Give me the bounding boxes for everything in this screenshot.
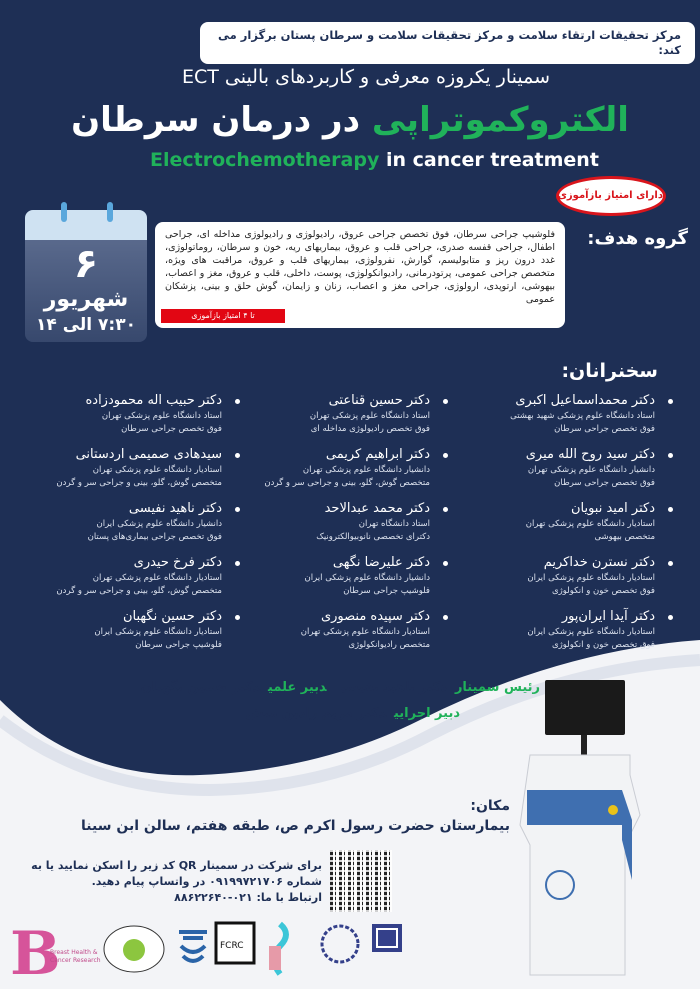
scientific-secretary-label: دبیر علمی [268,680,327,695]
speaker-name: دکتر سید روح الله میری [455,446,655,464]
speaker-detail: استادیار دانشگاه علوم پزشکی تهران [92,465,222,475]
speaker-name: دکتر ناهید نفیسی [22,500,222,518]
speaker-detail: فوق تخصص جراحی سرطان [554,424,655,434]
english-title [150,148,599,172]
speaker-detail: استاد دانشگاه علوم پزشکی تهران [309,411,430,421]
speaker-item [230,554,430,598]
speaker-detail: متخصص رادیوانکولوژی [348,640,430,650]
english-green: Electrochemotherapy [150,149,380,171]
medical-society-logo [102,924,166,974]
speaker-item [230,392,430,436]
sponsor-logos [10,918,410,989]
speaker-detail: استاد دانشگاه علوم پزشکی تهران [101,411,222,421]
ect-device-image [515,680,645,980]
speaker-detail: استاد دانشگاه تهران [358,519,430,529]
speaker-item [22,392,222,436]
svg-text:FCRC: FCRC [220,941,244,951]
organizers-banner: مرکز تحقیقات ارتقاء سلامت و مرکز تحقیقات سلامت و سرطان پستان برگزار می کند: [200,22,695,64]
speaker-detail: استادیار دانشگاه علوم پزشکی ایران [527,573,655,583]
speaker-detail: فوق تخصص رادیولوژی مداخله ای [310,424,430,434]
speaker-item [22,500,222,544]
speaker-item [455,446,655,490]
speaker-item [455,392,655,436]
credit-tag: تا ۴ امتیاز بازآموزی [161,309,285,323]
qr-code[interactable] [330,850,392,912]
speaker-detail: دانشیار دانشگاه علوم پزشکی ایران [304,573,430,583]
speaker-item [22,608,222,652]
speaker-name: دکتر امید نبویان [455,500,655,518]
speaker-detail: فوق تخصص جراحی بیماری‌های پستان [87,532,222,542]
svg-text:Breast Health &: Breast Health & [50,949,98,956]
svg-text:B: B [10,919,61,989]
seminar-title [0,98,700,142]
speaker-detail: دانشیار دانشگاه علوم پزشکی تهران [527,465,655,475]
speaker-name: دکتر فرخ حیدری [22,554,222,572]
speaker-detail: فوق تخصص جراحی سرطان [121,424,222,434]
tums-logo [310,922,360,972]
target-group-box [155,222,565,328]
speaker-name: دکتر ابراهیم کریمی [230,446,430,464]
speaker-name: دکتر آیدا ایران‌پور [455,608,655,626]
venue [81,798,510,834]
speaker-name: دکتر محمد عبدالاحد [230,500,430,518]
calendar-month: شهریور [43,287,129,312]
surgeons-society-logo [175,920,211,978]
speaker-detail: دانشیار دانشگاه علوم پزشکی ایران [96,519,222,529]
speaker-item [230,446,430,490]
credit-badge: دارای امتیاز بازآموزی [556,176,666,216]
executive-secretary-name: دکتر مریم رادین منش [245,706,386,721]
fcrc-logo [215,922,255,964]
speaker-name: دکتر سپیده منصوری [230,608,430,626]
speaker-name: سیدهادی صمیمی اردستانی [22,446,222,464]
speaker-detail: استادیار دانشگاه علوم پزشکی ایران [527,627,655,637]
speaker-item [22,554,222,598]
calendar-ring [107,202,113,222]
speaker-detail: متخصص بیهوشی [594,532,655,542]
speaker-detail: متخصص گوش، گلو، بینی و جراحی سر و گردن [56,478,222,488]
university-logo-cyan [265,920,295,976]
speaker-detail: فوق تخصص خون و انکولوژی [551,640,655,650]
speaker-detail: استاد دانشگاه علوم پزشکی شهید بهشتی [510,411,655,421]
speaker-detail: متخصص گوش، گلو، بینی و جراحی سر و گردن [56,586,222,596]
speaker-detail: فوق تخصص خون و انکولوژی [551,586,655,596]
officials-row-1 [141,680,540,695]
calendar-ring [61,202,67,222]
speaker-name: دکتر نسترن خداکریم [455,554,655,572]
speaker-name: دکتر علیرضا نگهی [230,554,430,572]
executive-secretary-label: دبیر اجرایی [393,706,460,721]
calendar-time: ۷:۳۰ الی ۱۴ [36,315,136,335]
contact-line-3: ارتباط با ما: ۰۲۱-۸۸۶۲۲۶۴۰ [174,891,322,904]
speaker-detail: دکترای تخصصی نانوبیوالکترونیک [316,532,430,542]
speaker-detail: استادیار دانشگاه علوم پزشکی تهران [92,573,222,583]
title-green: الکتروکموتراپی [371,100,629,140]
speaker-detail: استادیار دانشگاه علوم پزشکی ایران [94,627,222,637]
venue-label: مکان: [470,798,510,814]
speaker-item [22,446,222,490]
speaker-detail: فلوشیپ جراحی سرطان [343,586,430,596]
speaker-detail: متخصص گوش، گلو، بینی و جراحی سر و گردن [264,478,430,488]
speaker-detail: استادیار دانشگاه علوم پزشکی تهران [525,519,655,529]
speaker-detail: استادیار دانشگاه علوم پزشکی تهران [300,627,430,637]
contact-line-2: شماره ۰۹۱۹۹۷۲۱۷۰۶ در واتساپ پیام دهید. [91,875,322,888]
breast-health-center-logo [10,918,101,989]
chair-label: رئیس سمینار [454,680,540,695]
target-group-label: گروه هدف: [587,228,688,249]
english-white: in cancer treatment [379,149,599,171]
speaker-detail: دانشیار دانشگاه علوم پزشکی تهران [302,465,430,475]
speakers-label: سخنرانان: [561,360,658,382]
calendar [25,210,147,342]
svg-text:Cancer Research: Cancer Research [50,957,101,964]
speaker-item [230,500,430,544]
iums-logo [370,922,404,954]
speaker-item [455,554,655,598]
chair-name: دکتر ناهید نفیسی [340,680,447,695]
speaker-name: دکتر حسین نگهبان [22,608,222,626]
speaker-name: دکتر حبیب اله محمودزاده [22,392,222,410]
speaker-detail: فلوشیپ جراحی سرطان [135,640,222,650]
speaker-item [455,608,655,652]
speaker-item [455,500,655,544]
officials-row-2 [246,706,460,721]
target-group-text: فلوشیپ جراحی سرطان، فوق تخصص جراحی عروق، رادیولوژی و رادیولوژی مداخله ای، جراحی اطفال، جراحی قفسه صدری، جراحی قلب و عروق، بیماریهای ریه، خون و سرطان، روماتولوژی، غدد درون ریز و متابولیسم، گوارش، نفرولوژی، بیماریهای قلب و عروق، مراقبت های ویژه، متخصص جراحی عمومی، پرتودرمانی، رادیوانکولوژی، پوست، داخلی، قلب و عروق، مغز و اعصاب، بیهوشی، ارتوپدی، ارولوژی، جراحی مغز و اعصاب، زنان و زایمان، گوش حلق و بینی، پزشکان عمومی [165,229,555,305]
title-white: در درمان سرطان [71,100,361,140]
speaker-detail: فوق تخصص جراحی سرطان [554,478,655,488]
venue-value: بیمارستان حضرت رسول اکرم ص، طبقه هفتم، سالن ابن سینا [81,818,510,834]
speaker-name: دکتر محمداسماعیل اکبری [455,392,655,410]
scientific-secretary-name: دکتر حسین نگهبان [140,680,261,695]
calendar-day: ۶ [73,241,99,287]
speaker-name: دکتر حسین قناعتی [230,392,430,410]
contact-info [31,858,322,906]
speaker-item [230,608,430,652]
seminar-subtitle: سمینار یکروزه معرفی و کاربردهای بالینی ECT [181,66,550,88]
contact-line-1: برای شرکت در سمینار QR کد زیر را اسکن نمایید یا به [31,859,322,872]
